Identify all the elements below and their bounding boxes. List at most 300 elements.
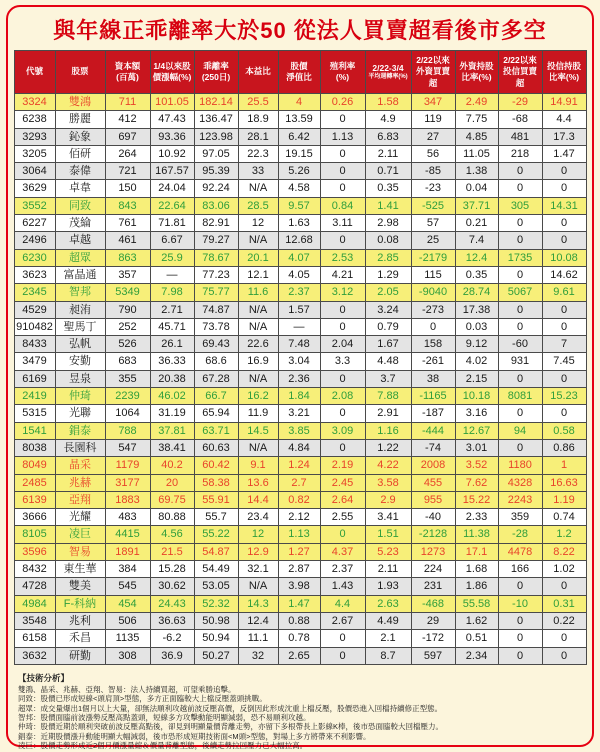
stock-code: 910482 [14,318,55,335]
stock-value: 4.05 [278,266,320,283]
stock-value: 4.56 [150,526,194,543]
stock-value: 2.65 [278,647,320,664]
stock-value: 5349 [105,284,150,301]
stock-value: 4.22 [365,457,411,474]
stock-value: 53.05 [194,578,238,595]
stock-value: 0 [320,370,365,387]
stock-value: 4.84 [278,439,320,456]
stock-value: N/A [238,578,278,595]
note-line: 超眾：成交量爆出1個月以上大量，卻無法順利攻越前波反壓高價，反倒因此形成沈重上檔反壓，股價恐進入回檔持續修正型態。 [18,703,443,713]
stock-value: 0 [498,301,542,318]
stock-value: 0 [542,232,586,249]
stock-value: 9.61 [542,284,586,301]
stock-code: 3293 [14,128,55,145]
stock-value: 45.71 [150,318,194,335]
stock-value: 1891 [105,543,150,560]
stock-value: 8.22 [542,543,586,560]
stock-code: 2419 [14,388,55,405]
table-row [14,526,586,543]
stock-value: 0 [542,215,586,232]
stock-value: 0 [542,318,586,335]
stock-value: 412 [105,111,150,128]
stock-name: 雙美 [55,578,105,595]
stock-value: 0.31 [542,595,586,612]
stock-value: 13.6 [238,474,278,491]
stock-value: 4.49 [365,612,411,629]
stock-value: 40.2 [150,457,194,474]
stock-value: 2.98 [365,215,411,232]
table-row [14,630,586,647]
stock-value: 0 [498,578,542,595]
table-row [14,318,586,335]
stock-value: 14.5 [238,422,278,439]
stock-value: 2.08 [320,388,365,405]
notes-lines [18,685,582,751]
stock-value: 4.02 [455,353,498,370]
stock-value: 82.91 [194,215,238,232]
stock-value: 14.62 [542,266,586,283]
stock-value: 20.38 [150,370,194,387]
stock-value: 182.14 [194,94,238,111]
stock-value: 2.67 [320,612,365,629]
stock-value: 1.62 [455,612,498,629]
stock-value: 136.47 [194,111,238,128]
stock-value: 2.53 [320,249,365,266]
stock-value: 1.47 [542,145,586,162]
stock-value: 4 [278,94,320,111]
stock-value: 455 [411,474,455,491]
stock-value: 60.42 [194,457,238,474]
table-row [14,422,586,439]
stock-value: 0 [542,163,586,180]
stock-value: 56 [411,145,455,162]
stock-value: 1.27 [278,543,320,560]
stock-code: 3623 [14,266,55,283]
stock-value: 17.38 [455,301,498,318]
stock-value: 123.98 [194,128,238,145]
stock-value: 150 [105,180,150,197]
stock-value: 843 [105,197,150,214]
stock-value: 3.58 [365,474,411,491]
stock-value: 10.18 [455,388,498,405]
stock-value: 37.81 [150,422,194,439]
stock-value: 78.67 [194,249,238,266]
stock-value: 12.67 [455,422,498,439]
stock-value: 218 [498,145,542,162]
table-body [14,94,586,665]
stock-value: 0 [542,180,586,197]
stock-value: 14.3 [238,595,278,612]
stock-value: 24.43 [150,595,194,612]
stock-value: 0 [320,232,365,249]
stock-value: 8.7 [365,647,411,664]
stock-value: N/A [238,180,278,197]
stock-name: 晶采 [55,457,105,474]
stock-value: 3.09 [320,422,365,439]
stock-name: 富晶通 [55,266,105,283]
stock-value: 2.34 [455,647,498,664]
stock-name: 佰研 [55,145,105,162]
stock-value: 2.71 [150,301,194,318]
stock-value: 224 [411,561,455,578]
stock-value: N/A [238,318,278,335]
stock-value: -6.2 [150,630,194,647]
stock-value: -187 [411,405,455,422]
stock-value: 2.87 [278,561,320,578]
stock-value: 31.19 [150,405,194,422]
stock-value: 63.71 [194,422,238,439]
stock-value: 0 [320,647,365,664]
stock-value: 28.1 [238,128,278,145]
stock-name: 昱泉 [55,370,105,387]
stock-value: 2.63 [365,595,411,612]
stock-value: 1180 [498,457,542,474]
stock-value: 2.91 [365,405,411,422]
stock-value: 483 [105,509,150,526]
stock-value: 69.75 [150,491,194,508]
stock-name: 光聯 [55,405,105,422]
stock-value: 4.85 [455,128,498,145]
stock-value: 0.08 [365,232,411,249]
stock-value: N/A [238,370,278,387]
stock-value: 0 [320,439,365,456]
stock-value: 36.9 [150,647,194,664]
note-line: 智邦：股價面臨前波漲勢反壓高點蓋頭，短線多方攻擊動能明顯減弱，恐不易順利攻越。 [18,713,311,723]
stock-value: 1.47 [278,595,320,612]
table-row [14,595,586,612]
stock-value: 80.88 [150,509,194,526]
stock-name: 卓韋 [55,180,105,197]
stock-value: 3.12 [320,284,365,301]
stock-value: 55.58 [455,595,498,612]
stock-code: 6230 [14,249,55,266]
table-row [14,578,586,595]
table-row [14,266,586,283]
stock-value: 3.24 [365,301,411,318]
stock-name: 茂綸 [55,215,105,232]
stock-value: 3.7 [365,370,411,387]
stock-value: 2.37 [320,561,365,578]
stock-value: 1.2 [542,526,586,543]
table-row [14,232,586,249]
stock-value: 1.41 [365,197,411,214]
stock-value: -444 [411,422,455,439]
stock-value: 863 [105,249,150,266]
stock-value: 0 [320,405,365,422]
table-row [14,284,586,301]
stock-name: 卓越 [55,232,105,249]
table-row [14,128,586,145]
stock-value: 21.5 [150,543,194,560]
stock-code: 3064 [14,163,55,180]
table-row [14,509,586,526]
stock-value: -273 [411,301,455,318]
stock-value: 101.05 [150,94,194,111]
table-row [14,215,586,232]
stock-value: 3.41 [365,509,411,526]
stock-value: -9040 [411,284,455,301]
stock-value: 4.21 [320,266,365,283]
stock-value: 22.64 [150,197,194,214]
stock-value: 3.16 [455,405,498,422]
stock-value: 0 [320,111,365,128]
stock-value: 33 [238,163,278,180]
stock-value: 0 [498,163,542,180]
stock-value: 1.84 [278,388,320,405]
stock-name: 禾昌 [55,630,105,647]
stock-value: 20.1 [238,249,278,266]
stock-name: 鈊象 [55,128,105,145]
stock-value: 1883 [105,491,150,508]
stock-value: 71.81 [150,215,194,232]
stock-value: 0 [498,215,542,232]
table-row [14,353,586,370]
stock-value: 69.43 [194,336,238,353]
stock-value: 1.58 [365,94,411,111]
stock-value: 3177 [105,474,150,491]
stock-value: 1.43 [320,578,365,595]
column-header: 代號 [14,51,55,94]
stock-value: 0 [498,180,542,197]
stock-value: 7.4 [455,232,498,249]
stock-value: 8081 [498,388,542,405]
stock-value: 1135 [105,630,150,647]
stock-value: 3.01 [455,439,498,456]
stock-value: -85 [411,163,455,180]
stock-value: 0 [498,439,542,456]
stock-value: 12 [238,215,278,232]
stock-value: 22.3 [238,145,278,162]
column-header: 2/22-3/4 平均週轉率(%) [365,51,411,94]
table-row [14,612,586,629]
stock-value: 1.29 [365,266,411,283]
stock-value: 0 [498,647,542,664]
stock-value: 4478 [498,543,542,560]
stock-value: 0.04 [455,180,498,197]
stock-value: 66.7 [194,388,238,405]
stock-value: 158 [411,336,455,353]
stock-value: 597 [411,647,455,664]
stock-value: 7.48 [278,336,320,353]
table-row [14,405,586,422]
stock-value: 0 [498,630,542,647]
stock-value: 0 [542,647,586,664]
card-frame [6,5,594,751]
stock-value: 93.36 [150,128,194,145]
stock-value: -10 [498,595,542,612]
stock-value: 11.6 [238,284,278,301]
stock-value: 27 [411,128,455,145]
table-row [14,388,586,405]
stock-value: 1273 [411,543,455,560]
table-row [14,249,586,266]
stock-name: 東生華 [55,561,105,578]
stock-value: 94 [498,422,542,439]
stock-value: 12.4 [238,612,278,629]
stock-value: 18.9 [238,111,278,128]
stock-value: 252 [105,318,150,335]
stock-value: 4.07 [278,249,320,266]
stock-value: 2239 [105,388,150,405]
stock-value: 9.12 [455,336,498,353]
stock-name: 光耀 [55,509,105,526]
table-row [14,543,586,560]
note-line: 凌巨：股價走勢形成近2個月價漲量縮＆價量背離型態，後續走勢拉回壓力已大幅拉高。 [18,741,308,751]
stock-value: 547 [105,439,150,456]
stock-code: 2496 [14,232,55,249]
stock-value: 0.78 [278,630,320,647]
stock-value: -28 [498,526,542,543]
table-row [14,180,586,197]
stock-value: 2.55 [320,509,365,526]
stock-value: 2.19 [320,457,365,474]
stock-value: -468 [411,595,455,612]
stock-value: 55.91 [194,491,238,508]
stock-value: 16.2 [238,388,278,405]
stock-value: 0.26 [320,94,365,111]
table-row [14,370,586,387]
stock-code: 1541 [14,422,55,439]
stock-value: 54.87 [194,543,238,560]
header-row [14,51,586,94]
stock-value: 58.38 [194,474,238,491]
stock-value: 1.51 [365,526,411,543]
stock-value: 1064 [105,405,150,422]
stock-code: 6227 [14,215,55,232]
stock-code: 6169 [14,370,55,387]
stock-value: 95.39 [194,163,238,180]
stock-code: 4984 [14,595,55,612]
table-row [14,474,586,491]
column-header: 資本額 (百萬) [105,51,150,94]
table-row [14,94,586,111]
stock-code: 6158 [14,630,55,647]
stock-value: 11.9 [238,405,278,422]
stock-value: 7.75 [455,111,498,128]
stock-value: -40 [411,509,455,526]
stock-value: 0.35 [365,180,411,197]
stock-value: 1 [542,457,586,474]
stock-name: 勝麗 [55,111,105,128]
stock-value: 60.63 [194,439,238,456]
stock-value: N/A [238,301,278,318]
stock-value: 12.9 [238,543,278,560]
stock-code: 3552 [14,197,55,214]
stock-value: 7.45 [542,353,586,370]
stock-value: 32.1 [238,561,278,578]
stock-value: 46.02 [150,388,194,405]
column-header: 投信持股 比率(%) [542,51,586,94]
stock-value: 721 [105,163,150,180]
stock-value: 788 [105,422,150,439]
stock-name: 智邦 [55,284,105,301]
stock-value: 6.42 [278,128,320,145]
stock-name: 兆赫 [55,474,105,491]
stock-value: 0 [320,145,365,162]
stock-value: 0.03 [455,318,498,335]
stock-value: 7.88 [365,388,411,405]
stock-value: 697 [105,128,150,145]
stock-name: 昶洧 [55,301,105,318]
stock-value: 2.7 [278,474,320,491]
stock-value: 57 [411,215,455,232]
stock-value: 0 [498,266,542,283]
stock-value: 0 [320,163,365,180]
stock-value: 11.1 [238,630,278,647]
stock-value: 16.9 [238,353,278,370]
stock-code: 6238 [14,111,55,128]
stock-value: 0 [542,630,586,647]
stock-code: 3479 [14,353,55,370]
table-row [14,647,586,664]
stock-name: 聖馬丁 [55,318,105,335]
stock-value: 0 [498,318,542,335]
table-row [14,145,586,162]
stock-value: 12.68 [278,232,320,249]
stock-value: 761 [105,215,150,232]
stock-value: 1.63 [278,215,320,232]
stock-value: 2.1 [365,630,411,647]
stock-value: 3.3 [320,353,365,370]
stock-value: 23.4 [238,509,278,526]
stock-value: 74.87 [194,301,238,318]
stock-value: 0 [542,405,586,422]
stock-value: -60 [498,336,542,353]
stock-value: 50.27 [194,647,238,664]
stock-name: 亞翔 [55,491,105,508]
stock-value: 2.45 [320,474,365,491]
stock-value: 355 [105,370,150,387]
stock-value: 2.12 [278,509,320,526]
stock-value: 0.86 [542,439,586,456]
stock-value: 2.36 [278,370,320,387]
stock-value: 4.4 [542,111,586,128]
stock-value: 1.19 [542,491,586,508]
stock-value: 2243 [498,491,542,508]
stock-value: 68.6 [194,353,238,370]
stock-code: 4728 [14,578,55,595]
stock-code: 3205 [14,145,55,162]
stock-value: -68 [498,111,542,128]
stock-value: 9.1 [238,457,278,474]
stock-value: 1.38 [455,163,498,180]
stock-value: 28.5 [238,197,278,214]
stock-value: 526 [105,336,150,353]
stock-value: 0 [320,526,365,543]
stock-value: 0 [320,301,365,318]
stock-code: 2485 [14,474,55,491]
stock-value: 14.91 [542,94,586,111]
stock-value: 5.26 [278,163,320,180]
column-header: 殖利率 (%) [320,51,365,94]
stock-value: 26.1 [150,336,194,353]
stock-value: 25 [411,232,455,249]
stock-value: -29 [498,94,542,111]
note-line: 錩泰：近期股價漲升動能明顯大幅減弱，後市恐形成短期技術面<M頭>型態，對場上多方將帶來不利影響。 [18,731,371,741]
stock-value: 357 [105,266,150,283]
notes-heading: 【技術分析】 [18,672,70,683]
stock-value: 14.31 [542,197,586,214]
note-line: 雙鴻、晶采、兆赫、亞翔、智易：法人持續買超，可望乘勝追擊。 [18,684,236,694]
stock-value: 38.41 [150,439,194,456]
stock-value: 1.13 [320,128,365,145]
stock-value: 3.04 [278,353,320,370]
column-header: 股票 [55,51,105,94]
stock-value: 166 [498,561,542,578]
column-header: 本益比 [238,51,278,94]
stock-value: 1.57 [278,301,320,318]
stock-value: 65.94 [194,405,238,422]
